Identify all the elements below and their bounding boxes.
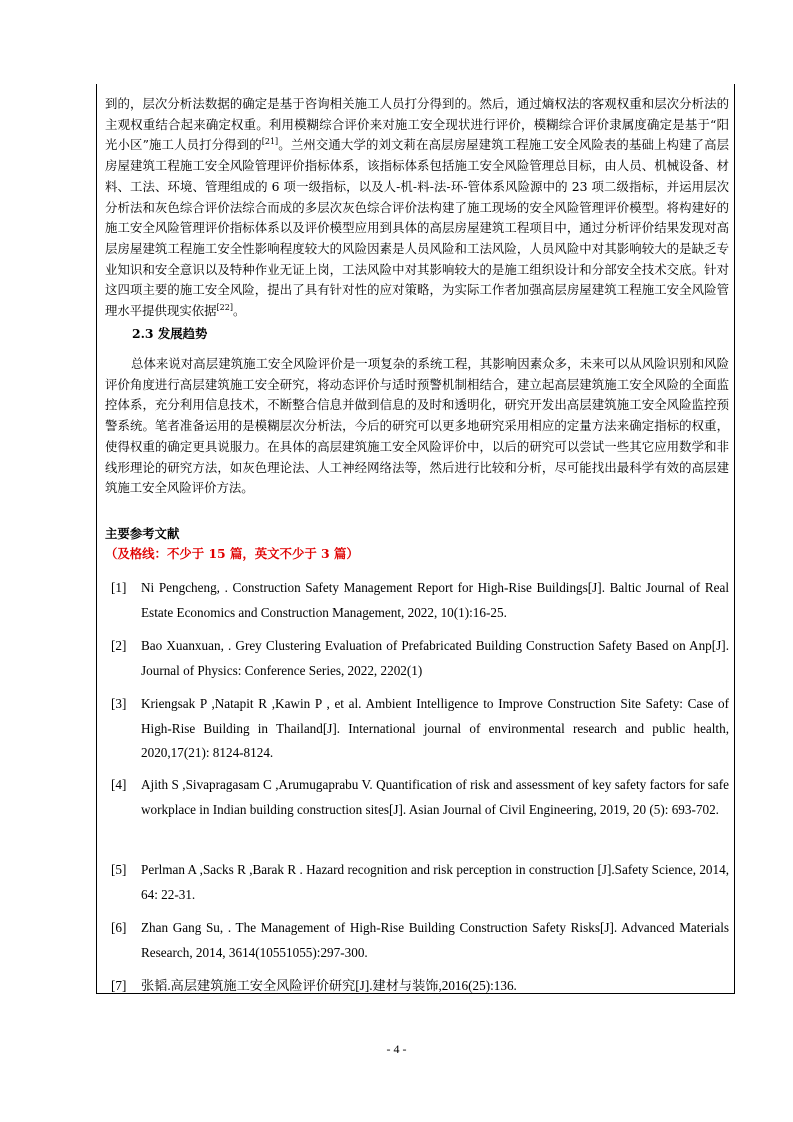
reference-number: [3]: [111, 696, 127, 711]
reference-text: Bao Xuanxuan, . Grey Clustering Evaluation of Prefabricated Building Construction Safety Based on Anp[J]. Journal of Physics: Conference Series, 2022, 2202(1): [141, 638, 729, 678]
reference-text: Perlman A ,Sacks R ,Barak R . Hazard recognition and risk perception in construction [J].Safety Science, 2014, 64: 22-31.: [141, 862, 729, 902]
reference-text: Ni Pengcheng, . Construction Safety Management Report for High-Rise Buildings[J]. Baltic Journal of Real Estate Economics and Construction Management, 2022, 10(1):16-25.: [141, 580, 729, 620]
reference-item: [111, 773, 729, 822]
reference-number: [2]: [111, 638, 127, 653]
reference-number: [5]: [111, 862, 127, 877]
reference-text: Zhan Gang Su, . The Management of High-Rise Building Construction Safety Risks[J]. Advanced Materials Research, 2014, 3614(10551055):297-300.: [141, 920, 729, 960]
section-heading: 2.3 发展趋势: [132, 326, 208, 341]
paragraph-text: 。兰州交通大学的刘文莉在高层房屋建筑工程施工安全风险表的基础上构建了高层房屋建筑工程施工安全风险管理评价指标体系，该指标体系包括施工安全风险管理总目标，由人员、机械设备、材料、工法、环境、管理组成的 6 项一级指标，以及人-机-料-法-环-管体系风险源中的 23 项二级指标，并运用层次分析法和灰色综合评价法综合而成的多层次灰色综合评价法构建了施工现场的安全风险管理评价模型。将构建好的施工安全风险管理评价指标体系以及评价模型应用到具体的高层房屋建筑工程项目中，通过分析评价结果发现对高层房屋建筑工程施工安全性影响程度较大的风险因素是人员风险和工法风险，人员风险中对其影响较大的是缺乏专业知识和安全意识以及特种作业无证上岗，工法风险中对其影响较大的是施工组织设计和分部安全技术交底。针对这四项主要的施工安全风险，提出了具有针对性的应对策略，为实际工作者加强高层房屋建筑工程施工安全风险管理水平提供现实依据: [105, 137, 729, 319]
paragraph-text: 到的，层次分析法数据的确定是基于咨询相关施工人员打分得到的。然后，通过熵权法的客观权重和层次分析法的主观权重结合起来确定权重。利用模糊综合评价来对施工安全现状进行评价，模糊综合评价隶属度确定是基于“阳光小区”施工人员打分得到的: [105, 96, 729, 153]
references-note: （及格线：不少于 15 篇，英文不少于 3 篇）: [105, 546, 359, 561]
page-number: - 4 -: [386, 1042, 407, 1056]
reference-item: [111, 692, 729, 766]
reference-text: Ajith S ,Sivapragasam C ,Arumugaprabu V. Quantification of risk and assessment of key safety factors for safe workplace in Indian building construction sites[J]. Asian Journal of Civil Engineering, 2019, 20 (5): 693-702.: [141, 777, 729, 817]
reference-number: [4]: [111, 777, 127, 792]
reference-item: [111, 858, 729, 907]
reference-item: [111, 576, 729, 625]
reference-text: Kriengsak P ,Natapit R ,Kawin P , et al. Ambient Intelligence to Improve Construction Site Safety: Case of High-Rise Building in Thailand[J]. International journal of environmental research and public health, 2020,17(21): 8124-8124.: [141, 696, 729, 760]
paragraph-text: 。: [232, 303, 246, 319]
reference-number: [1]: [111, 580, 127, 595]
citation-marker: [22]: [216, 302, 233, 312]
reference-number: [7]: [111, 978, 127, 993]
reference-text: 张韬.高层建筑施工安全风险评价研究[J].建材与装饰,2016(25):136.: [141, 978, 517, 993]
citation-marker: [21]: [261, 137, 279, 147]
reference-item: [111, 634, 729, 683]
reference-item: [111, 974, 729, 999]
references-title: 主要参考文献: [105, 526, 180, 541]
body-paragraph-2: 总体来说对高层建筑施工安全风险评价是一项复杂的系统工程，其影响因素众多，未来可以从风险识别和风险评价角度进行高层建筑施工安全研究，将动态评价与适时预警机制相结合，建立起高层建筑施工安全风险的全面监控体系，充分利用信息技术，不断整合信息并做到信息的及时和透明化，研究开发出高层建筑施工安全风险监控预警系统。笔者准备运用的是模糊层次分析法，今后的研究可以更多地研究采用相应的定量方法来确定指标的权重，使得权重的确定更具说服力。在具体的高层建筑施工安全风险评价中，以后的研究可以尝试一些其它应用数学和非线形理论的研究方法，如灰色理论法、人工神经网络法等，然后进行比较和分析，尽可能找出最科学有效的高层建筑施工安全风险评价方法。: [105, 356, 729, 496]
reference-number: [6]: [111, 920, 127, 935]
reference-item: [111, 916, 729, 965]
body-paragraph-1: [105, 94, 729, 322]
